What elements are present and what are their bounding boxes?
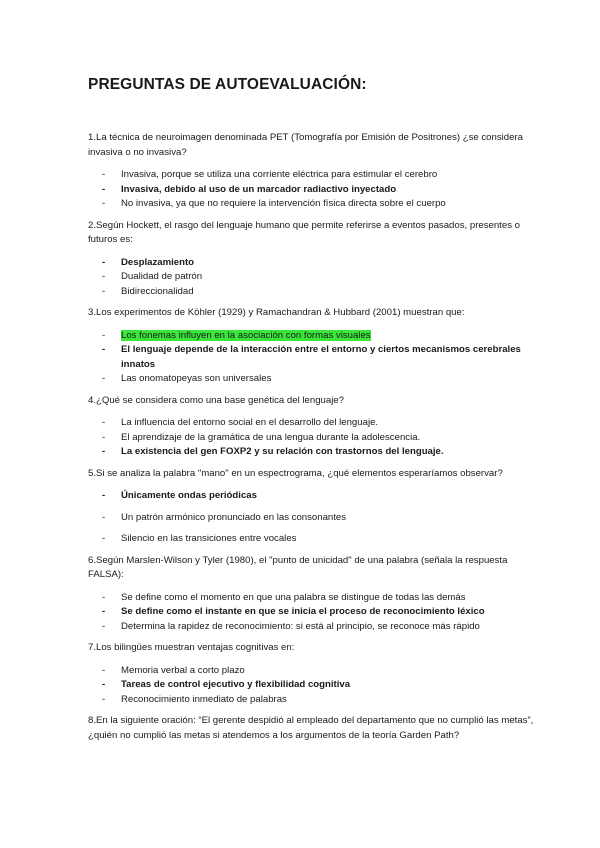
question-3 <box>88 306 540 387</box>
options-list <box>88 416 540 460</box>
option-item: - Se define como el instante en que se inicia el proceso de reconocimiento léxico <box>102 606 485 617</box>
option-item-highlighted: - Los fonemas influyen en la asociación con formas visuales <box>102 329 371 341</box>
question-text: 8.En la siguiente oración: “El gerente despidió al empleado del departamento que no cumplió las metas”, ¿quién no cumplió las metas si atendemos a los argumentos de la teoría Garden Path? <box>88 715 534 741</box>
question-7 <box>88 641 540 707</box>
question-text: 1.La técnica de neuroimagen denominada PET (Tomografía por Emisión de Positrones) ¿se considera invasiva o no invasiva? <box>88 132 523 158</box>
question-text: 3.Los experimentos de Köhler (1929) y Ramachandran & Hubbard (2001) muestran que: <box>88 307 465 318</box>
option-item: - Memoria verbal a corto plazo <box>102 664 245 676</box>
options-list <box>88 256 540 300</box>
question-text: 7.Los bilingües muestran ventajas cognitivas en: <box>88 642 295 653</box>
page-title: PREGUNTAS DE AUTOEVALUACIÓN: <box>88 76 367 93</box>
option-item: - Las onomatopeyas son universales <box>102 373 272 384</box>
option-item: - Invasiva, debido al uso de un marcador radiactivo inyectado <box>102 183 397 195</box>
question-5 <box>88 467 540 547</box>
option-item: - La existencia del gen FOXP2 y su relación con trastornos del lenguaje. <box>102 446 444 457</box>
option-item: - Silencio en las transiciones entre vocales <box>102 533 297 544</box>
options-list <box>88 489 540 547</box>
option-item: - Desplazamiento <box>102 256 195 268</box>
question-2 <box>88 219 540 300</box>
option-item: - El aprendizaje de la gramática de una lengua durante la adolescencia. <box>102 431 421 443</box>
option-item: - Determina la rapidez de reconocimiento: si está al principio, se reconoce más rápido <box>102 620 480 632</box>
question-6 <box>88 554 540 635</box>
question-8 <box>88 714 540 743</box>
options-list <box>88 664 540 708</box>
options-list <box>88 168 540 212</box>
option-item: - Se define como el momento en que una palabra se distingue de todas las demás <box>102 591 466 603</box>
question-text: 2.Según Hockett, el rasgo del lenguaje humano que permite referirse a eventos pasados, presentes o futuros es: <box>88 219 520 245</box>
option-item: - No invasiva, ya que no requiere la intervención física directa sobre el cuerpo <box>102 198 446 209</box>
option-item: - El lenguaje depende de la interacción entre el entorno y ciertos mecanismos cerebrales innatos <box>102 344 521 370</box>
option-item: - Reconocimiento inmediato de palabras <box>102 693 287 705</box>
option-item: - Tareas de control ejecutivo y flexibilidad cognitiva <box>102 679 351 690</box>
option-item: - Invasiva, porque se utiliza una corriente eléctrica para estimular el cerebro <box>102 169 438 180</box>
question-1 <box>88 131 540 212</box>
question-text: 5.Si se analiza la palabra "mano" en un espectrograma, ¿qué elementos esperaríamos observar? <box>88 467 503 479</box>
options-list <box>88 329 540 387</box>
option-item: - Dualidad de patrón <box>102 271 203 282</box>
option-item: - La influencia del entorno social en el desarrollo del lenguaje. <box>102 417 379 428</box>
option-item: - Únicamente ondas periódicas <box>102 490 257 501</box>
options-list <box>88 591 540 635</box>
option-item: - Un patrón armónico pronunciado en las consonantes <box>102 511 347 523</box>
question-4 <box>88 394 540 460</box>
option-item: - Bidireccionalidad <box>102 285 194 297</box>
question-text: 4.¿Qué se considera como una base genética del lenguaje? <box>88 394 345 406</box>
question-text: 6.Según Marslen-Wilson y Tyler (1980), el "punto de unicidad" de una palabra (señala la respuesta FALSA): <box>88 554 508 580</box>
